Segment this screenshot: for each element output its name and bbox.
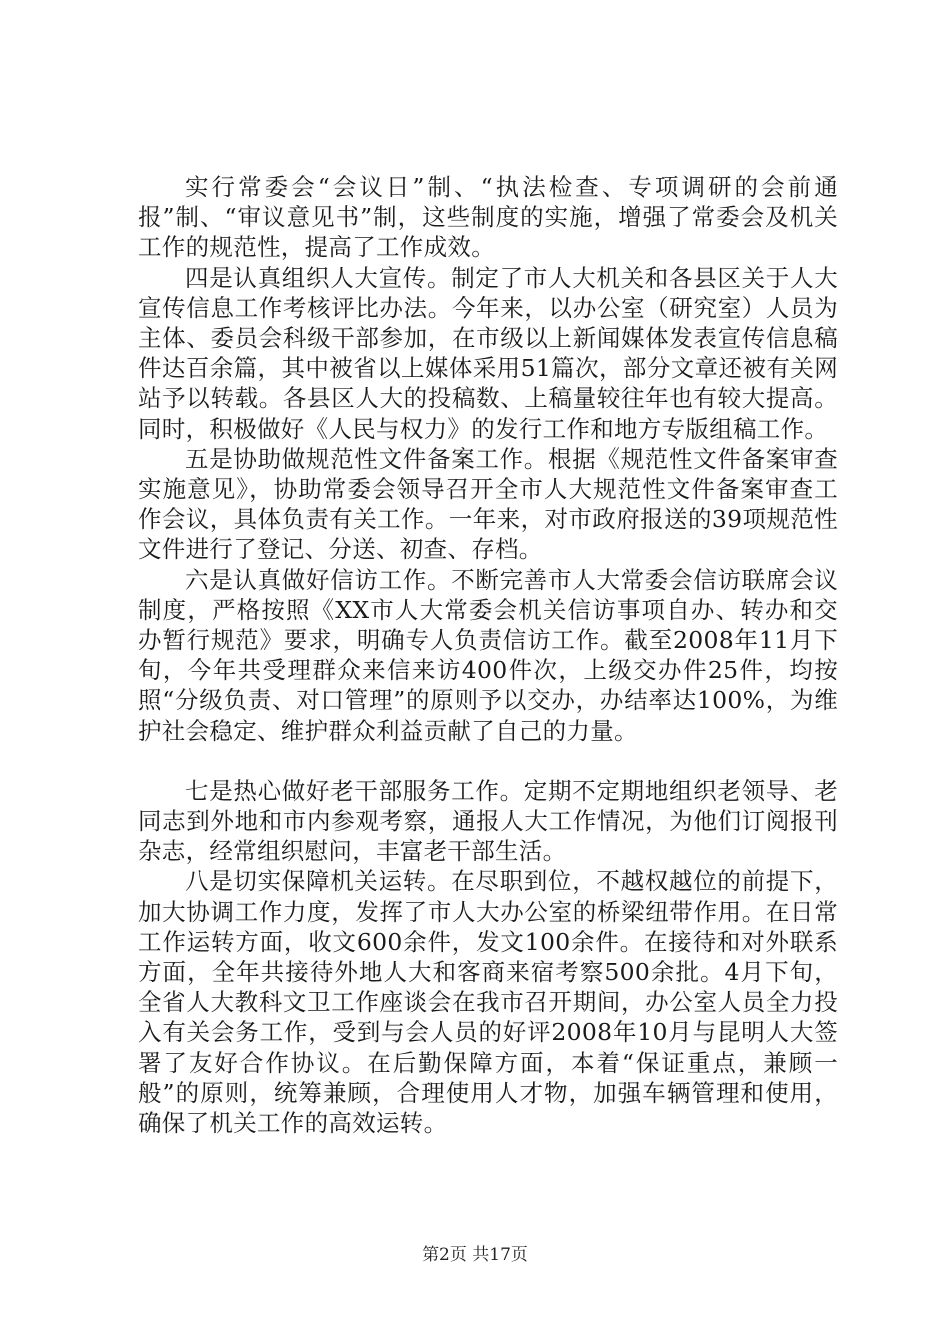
paragraph-meeting-day-system: 实行常委会“会议日”制、“执法检查、专项调研的会前通报”制、“审议意见书”制，这些制度的实施，增强了常委会及机关工作的规范性，提高了工作成效。 <box>138 173 838 262</box>
page-number-footer: 第2页 共17页 <box>422 1245 528 1265</box>
document-body <box>138 172 838 1138</box>
paragraph-veteran-cadre-service: 七是热心做好老干部服务工作。定期不定期地组织老领导、老同志到外地和市内参观考察，通报人大工作情况，为他们订阅报刊杂志，经常组织慰问，丰富老干部生活。 <box>138 776 838 866</box>
paragraph-normative-filing: 五是协助做规范性文件备案工作。根据《规范性文件备案审查实施意见》，协助常委会领导召开全市人大规范性文件备案审查工作会议，具体负责有关工作。一年来，对市政府报送的39项规范性文件进行了登记、分送、初查、存档。 <box>138 444 838 564</box>
paragraph-office-operation: 八是切实保障机关运转。在尽职到位，不越权越位的前提下，加大协调工作力度，发挥了市人大办公室的桥梁纽带作用。在日常工作运转方面，收文600余件，发文100余件。在接待和对外联系方面，全年共接待外地人大和客商来宿考察500余批。4月下旬，全省人大教科文卫工作座谈会在我市召开期间，办公室人员全力投入有关会务工作，受到与会人员的好评2008年10月与昆明人大签署了友好合作协议。在后勤保障方面，本着“保证重点，兼顾一般”的原则，统筹兼顾，合理使用人才物，加强车辆管理和使用，确保了机关工作的高效运转。 <box>138 867 838 1138</box>
paragraph-publicity: 四是认真组织人大宣传。制定了市人大机关和各县区关于人大宣传信息工作考核评比办法。今年来，以办公室（研究室）人员为主体、委员会科级干部参加，在市级以上新闻媒体发表宣传信息稿件达百余篇，其中被省以上媒体采用51篇次，部分文章还被有关网站予以转载。各县区人大的投稿数、上稿量较往年也有较大提高。同时，积极做好《人民与权力》的发行工作和地方专版组稿工作。 <box>138 263 838 443</box>
paragraph-petition-work: 六是认真做好信访工作。不断完善市人大常委会信访联席会议制度，严格按照《XX市人大常委会机关信访事项自办、转办和交办暂行规范》要求，明确专人负责信访工作。截至2008年11月下旬，今年共受理群众来信来访400件次，上级交办件25件，均按照“分级负责、对口管理”的原则予以交办，办结率达100%，为维护社会稳定、维护群众利益贡献了自己的力量。 <box>138 565 838 745</box>
